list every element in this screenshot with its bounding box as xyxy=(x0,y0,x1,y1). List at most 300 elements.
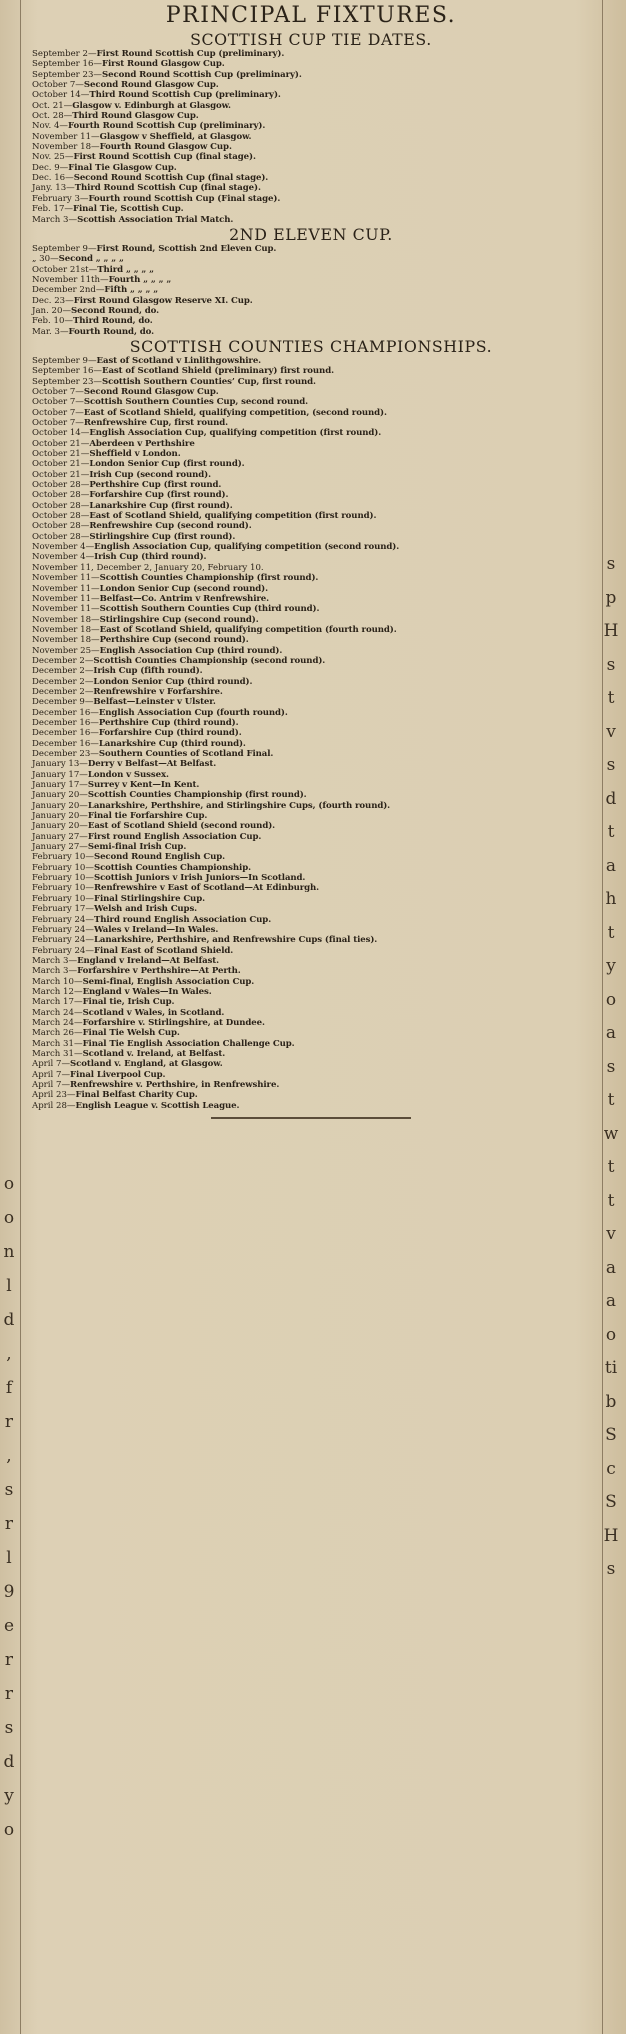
fixture-line xyxy=(22,863,600,873)
fixture-line xyxy=(22,925,600,935)
fixture-line xyxy=(22,1101,600,1111)
fixture-date: October 21— xyxy=(32,449,90,460)
margin-fragment: w xyxy=(603,1123,619,1144)
fixture-date: September 16— xyxy=(32,59,102,70)
fixture-line xyxy=(22,873,600,883)
fixture-line xyxy=(22,428,600,438)
fixture-date: April 23— xyxy=(32,1090,76,1101)
fixture-event: Glasgow v Sheffield, at Glasgow. xyxy=(99,131,252,142)
margin-fragment: c xyxy=(606,1458,616,1479)
fixture-line xyxy=(22,275,600,285)
fixture-event: Scotland v. Ireland, at Belfast. xyxy=(82,1048,226,1059)
fixture-line xyxy=(22,977,600,987)
left-margin-clipped-column xyxy=(0,0,20,2034)
fixture-line xyxy=(22,90,600,100)
margin-fragment: 9 xyxy=(3,1582,15,1602)
fixture-date: October 7— xyxy=(32,407,84,418)
fixture-event: First Round Glasgow Reserve XI. Cup. xyxy=(73,295,253,306)
fixture-date: December 2— xyxy=(32,686,94,697)
fixture-event: Lanarkshire, Perthshire, and Stirlingshire Cups, (fourth round). xyxy=(87,800,391,811)
margin-fragment: a xyxy=(605,1291,617,1311)
fixture-event: Final Belfast Charity Cup. xyxy=(75,1090,198,1101)
margin-fragment: d xyxy=(3,1752,15,1772)
fixture-line xyxy=(22,1080,600,1090)
fixture-line xyxy=(22,397,600,407)
fixture-event: Forfarshire Cup (third round). xyxy=(98,728,242,739)
fixture-event: Final Tie, Scottish Cup. xyxy=(73,204,184,215)
fixture-event: Sheffield v London. xyxy=(89,449,181,460)
fixture-line xyxy=(22,646,600,656)
fixture-line xyxy=(22,70,600,80)
fixture-date: February 10— xyxy=(32,873,94,884)
margin-fragment: l xyxy=(6,1548,12,1568)
fixture-date: February 24— xyxy=(32,935,94,946)
fixture-event: Third round English Association Cup. xyxy=(93,914,272,925)
fixture-date: March 10— xyxy=(32,976,83,987)
fixture-date: December 9— xyxy=(32,697,94,708)
fixture-line xyxy=(22,718,600,728)
fixture-event: Scottish Counties Championship (first round). xyxy=(99,573,319,584)
fixture-line xyxy=(22,563,600,573)
fixture-line xyxy=(22,296,600,306)
fixture-line xyxy=(22,542,600,552)
fixture-line xyxy=(22,801,600,811)
fixture-line xyxy=(22,316,600,326)
fixture-date: January 20— xyxy=(32,811,88,822)
fixture-date: October 14— xyxy=(32,90,90,101)
fixture-line xyxy=(22,111,600,121)
fixture-line xyxy=(22,521,600,531)
fixture-event: English Association Cup, qualifying competition (first round). xyxy=(89,428,382,439)
fixture-line xyxy=(22,915,600,925)
fixture-event: Third Round Scottish Cup (final stage). xyxy=(74,183,261,194)
fixture-date: Feb. 10— xyxy=(32,316,73,327)
fixture-date: November 4— xyxy=(32,542,95,553)
fixture-date: November 11, December 2, January 20, February 10. xyxy=(32,562,264,573)
fixture-line xyxy=(22,101,600,111)
fixture-line xyxy=(22,244,600,254)
margin-fragment: l xyxy=(6,1276,12,1296)
fixture-event: Scottish Counties Championship. xyxy=(93,862,251,873)
fixture-date: January 13— xyxy=(32,759,88,770)
fixture-event: Second Round English Cup. xyxy=(93,852,225,863)
fixture-date: Oct. 21— xyxy=(32,100,73,111)
fixture-line xyxy=(22,780,600,790)
fixture-date: March 26— xyxy=(32,1028,83,1039)
fixture-date: March 31— xyxy=(32,1048,83,1059)
fixture-event: Final Stirlingshire Cup. xyxy=(93,893,205,904)
fixture-event: Scottish Association Trial Match. xyxy=(77,214,234,225)
margin-fragment: a xyxy=(605,855,617,876)
fixture-line xyxy=(22,604,600,614)
fixture-date: October 28— xyxy=(32,531,90,542)
fixture-date: March 3— xyxy=(32,214,78,225)
fixture-line xyxy=(22,1028,600,1038)
fixture-line xyxy=(22,1039,600,1049)
fixture-date: March 24— xyxy=(32,1007,83,1018)
fixture-line xyxy=(22,956,600,966)
fixture-date: October 28— xyxy=(32,511,90,522)
fixture-event: First Round Scottish Cup (final stage). xyxy=(73,152,256,163)
margin-fragment: s xyxy=(606,554,616,574)
fixture-date: January 20— xyxy=(32,800,88,811)
fixture-date: September 16— xyxy=(32,366,102,377)
fixture-event: First round English Association Cup. xyxy=(87,831,262,842)
fixture-date: November 18— xyxy=(32,614,100,625)
fixture-date: November 25— xyxy=(32,645,100,656)
fixture-line xyxy=(22,770,600,780)
fixture-line xyxy=(22,687,600,697)
fixture-event: Third Round Glasgow Cup. xyxy=(72,111,199,122)
fixture-event: Second Round Scottish Cup (final stage). xyxy=(73,173,269,184)
fixture-line xyxy=(22,163,600,173)
fixture-line xyxy=(22,625,600,635)
fixture-line xyxy=(22,418,600,428)
fixture-date: February 24— xyxy=(32,945,94,956)
fixture-event: Belfast—Leinster v Ulster. xyxy=(93,697,216,708)
fixture-line xyxy=(22,306,600,316)
fixture-event: English Association Cup, qualifying competition (second round). xyxy=(94,542,400,553)
fixture-event: Derry v Belfast—At Belfast. xyxy=(87,759,217,770)
fixture-date: November 11— xyxy=(32,131,100,142)
fixture-date: January 17— xyxy=(32,769,88,780)
fixture-date: December 2— xyxy=(32,655,94,666)
fixture-event: Semi-final, English Association Cup. xyxy=(82,976,255,987)
margin-fragment: S xyxy=(605,1492,617,1512)
fixture-event: Renfrewshire Cup, first round. xyxy=(83,418,229,428)
fixture-event: Second Round, do. xyxy=(71,305,159,316)
section-heading: 2ND ELEVEN CUP. xyxy=(229,224,393,244)
fixture-date: Dec. 9— xyxy=(32,162,69,173)
margin-fragment: a xyxy=(605,1257,617,1278)
fixture-event: Renfrewshire v Forfarshire. xyxy=(93,686,223,697)
margin-fragment: y xyxy=(4,1786,14,1806)
fixture-date: October 7— xyxy=(32,397,84,408)
margin-fragment: n xyxy=(3,1242,15,1262)
fixture-date: December 16— xyxy=(32,728,99,739)
fixture-line xyxy=(22,285,600,295)
fixture-list xyxy=(22,356,600,1111)
fixture-date: February 17— xyxy=(32,904,94,915)
fixture-date: Nov. 4— xyxy=(32,121,68,132)
fixture-line xyxy=(22,852,600,862)
fixture-line xyxy=(22,183,600,193)
fixture-line xyxy=(22,265,600,275)
margin-fragment: r xyxy=(4,1514,14,1534)
fixture-line xyxy=(22,584,600,594)
margin-fragment: p xyxy=(605,587,617,608)
fixture-line xyxy=(22,935,600,945)
fixture-event: London v Sussex. xyxy=(87,769,169,780)
fixture-line xyxy=(22,666,600,676)
fixture-date: March 12— xyxy=(32,986,83,997)
fixture-event: East of Scotland Shield, qualifying competition (fourth round). xyxy=(99,624,397,635)
fixture-event: Forfarshire v. Stirlingshire, at Dundee. xyxy=(82,1017,265,1028)
fixture-line xyxy=(22,1008,600,1018)
fixture-line xyxy=(22,946,600,956)
fixture-line xyxy=(22,997,600,1007)
fixture-event: Final Liverpool Cup. xyxy=(70,1069,166,1080)
fixture-line xyxy=(22,966,600,976)
fixture-line xyxy=(22,132,600,142)
fixture-date: November 18— xyxy=(32,142,100,153)
margin-fragment: s xyxy=(4,1718,14,1738)
fixture-line xyxy=(22,615,600,625)
fixture-event: Final tie Forfarshire Cup. xyxy=(87,811,208,822)
margin-fragment: ti xyxy=(604,1358,618,1378)
fixture-event: Perthshire Cup (third round). xyxy=(98,717,239,728)
fixture-event: Third Round, do. xyxy=(73,316,153,327)
fixture-event: Fourth Round Scottish Cup (preliminary). xyxy=(68,121,266,132)
fixture-event: First Round Scottish Cup (preliminary). xyxy=(96,49,285,59)
fixture-date: October 28— xyxy=(32,521,90,532)
fixture-date: March 31— xyxy=(32,1038,83,1049)
fixture-line xyxy=(22,832,600,842)
margin-fragment: t xyxy=(607,1157,615,1177)
margin-fragment: s xyxy=(4,1480,14,1500)
fixture-event: Belfast—Co. Antrim v Renfrewshire. xyxy=(99,593,270,604)
fixture-line xyxy=(22,573,600,583)
fixture-event: First Round Glasgow Cup. xyxy=(102,59,225,70)
fixture-line xyxy=(22,387,600,397)
margin-fragment: o xyxy=(3,1820,15,1840)
fixture-date: September 9— xyxy=(32,243,97,254)
fixture-event: Forfarshire Cup (first round). xyxy=(89,490,229,501)
fixture-date: February 3— xyxy=(32,193,89,204)
margin-fragment: r xyxy=(4,1684,14,1704)
fixture-line xyxy=(22,511,600,521)
fixture-date: January 20— xyxy=(32,790,88,801)
fixture-event: Scottish Juniors v Irish Juniors—In Scotland. xyxy=(93,873,306,884)
margin-fragment: d xyxy=(605,788,617,809)
fixture-line xyxy=(22,708,600,718)
fixture-event: Aberdeen v Perthshire xyxy=(89,438,195,449)
fixture-date: January 17— xyxy=(32,780,88,791)
fixture-event: Irish Cup (third round). xyxy=(94,552,207,563)
fixture-date: November 11— xyxy=(32,583,100,594)
fixture-event: East of Scotland Shield, qualifying competition (first round). xyxy=(89,511,377,522)
fixture-date: Feb. 17— xyxy=(32,204,73,215)
fixture-event: Lanarkshire Cup (first round). xyxy=(89,500,233,511)
fixture-event: East of Scotland Shield (second round). xyxy=(87,821,276,832)
fixture-line xyxy=(22,173,600,183)
fixture-line xyxy=(22,1018,600,1028)
margin-fragment: t xyxy=(607,922,615,943)
fixture-event: Perthshire Cup (first round. xyxy=(89,480,222,491)
fixture-event: Stirlingshire Cup (second round). xyxy=(99,614,259,625)
fixture-event: Fifth „ „ „ „ xyxy=(104,285,159,296)
fixture-event: Forfarshire v Perthshire—At Perth. xyxy=(77,966,241,977)
fixture-line xyxy=(22,366,600,376)
fixture-date: January 27— xyxy=(32,842,88,853)
fixture-date: April 7— xyxy=(32,1059,71,1070)
fixture-event: First Round, Scottish 2nd Eleven Cup. xyxy=(96,243,277,254)
fixture-event: Renfrewshire v East of Scotland—At Edinburgh. xyxy=(93,883,320,894)
fixture-date: November 11— xyxy=(32,593,100,604)
fixture-date: Mar. 3— xyxy=(32,326,69,337)
margin-fragment: H xyxy=(603,1525,619,1546)
section-heading: SCOTTISH COUNTIES CHAMPIONSHIPS. xyxy=(129,336,493,356)
fixture-line xyxy=(22,449,600,459)
fixture-event: Fourth „ „ „ „ xyxy=(108,274,172,285)
fixture-line xyxy=(22,811,600,821)
fixture-date: Jan. 20— xyxy=(32,305,72,316)
fixture-date: September 9— xyxy=(32,355,97,366)
fixture-date: December 23— xyxy=(32,749,99,759)
fixture-event: Irish Cup (fifth round). xyxy=(93,666,203,677)
fixture-date: February 10— xyxy=(32,862,94,873)
fixture-line xyxy=(22,1070,600,1080)
fixture-line xyxy=(22,532,600,542)
fixture-event: East of Scotland v Linlithgowshire. xyxy=(96,355,262,366)
fixture-event: Scottish Counties Championship (second round). xyxy=(93,655,326,666)
fixtures-column xyxy=(22,0,600,2034)
fixture-event: Scotland v. England, at Glasgow. xyxy=(70,1059,223,1070)
fixture-date: Dec. 23— xyxy=(32,295,74,306)
fixture-event: Renfrewshire v. Perthshire, in Renfrewshire. xyxy=(70,1080,280,1090)
fixture-event: Final Tie English Association Challenge Cup. xyxy=(82,1038,295,1049)
fixture-event: Second Round Glasgow Cup. xyxy=(83,80,219,91)
fixture-line xyxy=(22,356,600,366)
fixture-event: Second Round Glasgow Cup. xyxy=(83,386,219,397)
fixture-line xyxy=(22,490,600,500)
fixture-date: October 14— xyxy=(32,428,90,439)
margin-fragment: s xyxy=(606,1559,616,1579)
fixture-date: April 7— xyxy=(32,1080,71,1090)
margin-fragment: t xyxy=(607,1190,615,1211)
fixture-event: Wales v Ireland—In Wales. xyxy=(93,924,219,935)
fixture-date: December 2— xyxy=(32,676,94,687)
section-heading: SCOTTISH CUP TIE DATES. xyxy=(190,30,432,49)
fixture-list xyxy=(22,49,600,225)
fixture-event: Surrey v Kent—In Kent. xyxy=(87,780,200,791)
fixture-line xyxy=(22,204,600,214)
margin-fragment: d xyxy=(3,1310,15,1330)
fixture-event: Fourth Round Glasgow Cup. xyxy=(99,142,232,153)
fixture-event: Second Round Scottish Cup (preliminary). xyxy=(102,69,302,80)
fixture-line xyxy=(22,459,600,469)
margin-fragment: b xyxy=(605,1391,617,1412)
fixture-event: Glasgow v. Edinburgh at Glasgow. xyxy=(72,100,231,111)
fixture-event: English League v. Scottish League. xyxy=(75,1100,240,1111)
fixture-line xyxy=(22,1059,600,1069)
margin-fragment: v xyxy=(606,1224,616,1244)
margin-fragment: t xyxy=(607,688,615,708)
margin-fragment: t xyxy=(607,1090,615,1110)
fixture-event: English Association Cup (third round). xyxy=(99,645,283,656)
fixture-date: January 27— xyxy=(32,831,88,842)
fixture-line xyxy=(22,121,600,131)
fixture-event: Scottish Southern Counties Cup (third round). xyxy=(99,604,320,615)
fixture-line xyxy=(22,327,600,337)
margin-fragment: f xyxy=(5,1378,13,1398)
fixture-date: October 7— xyxy=(32,386,84,397)
fixture-line xyxy=(22,821,600,831)
fixture-date: November 18— xyxy=(32,624,100,635)
fixture-date: February 24— xyxy=(32,924,94,935)
margin-fragment: t xyxy=(607,822,615,842)
fixture-date: October 28— xyxy=(32,490,90,501)
fixture-date: April 28— xyxy=(32,1100,76,1111)
fixture-date: March 3— xyxy=(32,966,78,977)
fixture-date: Nov. 25— xyxy=(32,152,74,163)
fixture-date: December 16— xyxy=(32,707,99,718)
fixture-event: London Senior Cup (second round). xyxy=(99,583,268,594)
fixture-line xyxy=(22,894,600,904)
margin-fragment: , xyxy=(6,1344,12,1364)
margin-fragment: o xyxy=(3,1174,15,1194)
fixture-event: Southern Counties of Scotland Final. xyxy=(98,749,274,759)
fixture-date: Oct. 28— xyxy=(32,111,73,122)
fixture-date: March 24— xyxy=(32,1017,83,1028)
closing-rule xyxy=(211,1117,411,1119)
fixture-date: February 10— xyxy=(32,883,94,894)
fixture-date: October 21— xyxy=(32,459,90,470)
fixture-event: Fourth round Scottish Cup (Final stage). xyxy=(88,193,281,204)
fixture-event: England v Ireland—At Belfast. xyxy=(77,955,220,966)
fixture-line xyxy=(22,987,600,997)
fixture-line xyxy=(22,80,600,90)
fixture-event: East of Scotland Shield, qualifying competition, (second round). xyxy=(83,407,387,418)
margin-fragment: s xyxy=(606,755,616,775)
fixture-event: Renfrewshire Cup (second round). xyxy=(89,521,252,532)
fixture-event: Irish Cup (second round). xyxy=(89,469,212,480)
fixture-date: November 4— xyxy=(32,552,95,563)
fixture-event: Scottish Southern Counties Cup, second round. xyxy=(83,397,309,408)
fixture-date: October 7— xyxy=(32,418,84,428)
fixture-event: Scotland v Wales, in Scotland. xyxy=(82,1007,225,1018)
fixture-date: December 2nd— xyxy=(32,285,105,296)
fixture-date: September 23— xyxy=(32,376,102,387)
margin-fragment: h xyxy=(605,889,617,909)
fixture-event: Fourth Round, do. xyxy=(68,326,154,337)
fixture-line xyxy=(22,883,600,893)
fixture-event: Third „ „ „ „ xyxy=(97,264,154,275)
fixture-line xyxy=(22,142,600,152)
margin-fragment: o xyxy=(605,1324,617,1345)
fixture-line xyxy=(22,728,600,738)
fixture-date: December 16— xyxy=(32,717,99,728)
fixture-date: Jany. 13— xyxy=(32,183,75,194)
fixture-line xyxy=(22,656,600,666)
fixture-date: October 21st— xyxy=(32,264,98,275)
fixture-date: February 10— xyxy=(32,852,94,863)
fixture-date: February 10— xyxy=(32,893,94,904)
fixture-sections xyxy=(22,30,600,1111)
column-rule-left xyxy=(20,0,21,2034)
fixture-line xyxy=(22,677,600,687)
fixture-date: September 23— xyxy=(32,69,102,80)
margin-fragment: r xyxy=(4,1650,14,1670)
margin-fragment: e xyxy=(3,1616,15,1636)
fixture-event: Welsh and Irish Cups. xyxy=(93,904,198,915)
fixture-date: Dec. 16— xyxy=(32,173,74,184)
fixture-list xyxy=(22,244,600,337)
fixture-line xyxy=(22,59,600,69)
fixture-event: East of Scotland Shield (preliminary) first round. xyxy=(102,366,334,377)
fixture-event: Final East of Scotland Shield. xyxy=(93,945,234,956)
fixture-event: London Senior Cup (first round). xyxy=(89,459,245,470)
fixture-date: October 28— xyxy=(32,500,90,511)
fixture-event: Lanarkshire, Perthshire, and Renfrewshire Cups (final ties). xyxy=(93,935,378,946)
fixture-event: London Senior Cup (third round). xyxy=(93,676,253,687)
fixture-date: October 28— xyxy=(32,480,90,491)
fixture-line xyxy=(22,1049,600,1059)
fixture-line xyxy=(22,480,600,490)
fixture-date: October 7— xyxy=(32,80,84,91)
fixture-line xyxy=(22,501,600,511)
fixture-date: November 11— xyxy=(32,604,100,615)
